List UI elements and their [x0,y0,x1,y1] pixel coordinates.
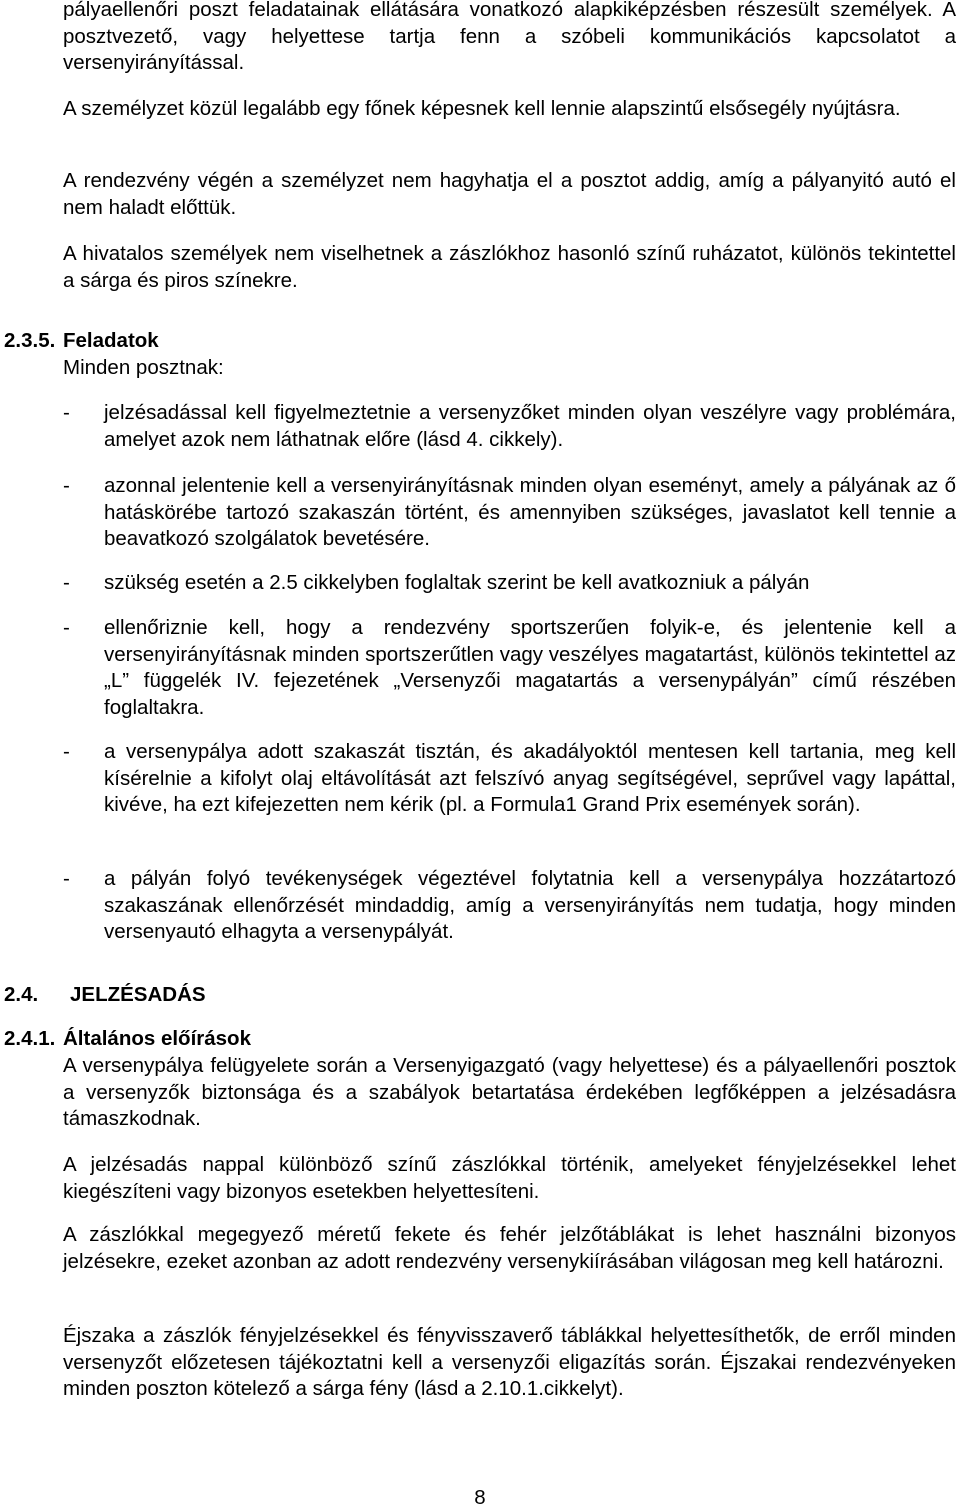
task-text: szükség esetén a 2.5 cikkelyben foglaltak szerint be kell avatkozniuk a pályán [104,571,810,594]
task-text: a versenypálya adott szakaszát tisztán, és akadályoktól mentesen kell tartania, meg kell kísérelnie a kifolyt olaj eltávolítását azt felszívó anyag segítségével, seprűvel vagy lapáttal, kivéve, ha ezt kifejezetten nem kérik (pl. a Formula1 Grand Prix események során). [104,740,956,816]
task-text: ellenőriznie kell, hogy a rendezvény sportszerűen folyik-e, és jelentenie kell a versenyirányításnak minden sportszerűtlen vagy veszélyes magatartást, különös tekintettel az „L” függelék IV. fejezetének „Versenyzői magatartás a versenypályán” című részében foglaltakra. [104,616,956,719]
page-number: 8 [474,1486,486,1509]
task-item [63,400,956,453]
section-235-title: Feladatok [63,329,159,352]
list-dash: - [63,867,70,890]
section-241-title: Általános előírások [63,1027,251,1050]
paragraph-top: pályaellenőri poszt feladatainak ellátására vonatkozó alapkiképzésben részesült személyek. A posztvezető, vagy helyettese tartja fenn a szóbeli kommunikációs kapcsolatot a versenyirányítással. [63,0,956,74]
section-235-number: 2.3.5. [4,329,56,352]
paragraph-end-of-event: A rendezvény végén a személyzet nem hagyhatja el a posztot addig, amíg a pályanyitó autó el nem haladt előttük. [63,169,956,219]
paragraph-241-supervision: A versenypálya felügyelete során a Versenyigazgató (vagy helyettese) és a pályaellenőri posztok a versenyzők biztonsága és a szabályok betartatása érdekében legfőképpen a jelzésadásra támaszkodnak. [63,1054,956,1130]
task-item [63,473,956,553]
paragraph-clothing: A hivatalos személyek nem viselhetnek a zászlókhoz hasonló színű ruházatot, különös tekintettel a sárga és piros színekre. [63,242,956,292]
paragraph-241-night: Éjszaka a zászlók fényjelzésekkel és fényvisszaverő táblákkal helyettesíthetők, de erről minden versenyzőt előzetesen tájékoztatni kell a versenyzői eligazítás során. Éjszakai rendezvényeken minden poszton kötelező a sárga fény (lásd a 2.10.1.cikkelyt). [63,1324,956,1400]
paragraph-241-flags: A jelzésadás nappal különböző színű zászlókkal történik, amelyeket fényjelzésekkel lehet kiegészíteni vagy bizonyos esetekben helyettesíteni. [63,1153,956,1203]
list-dash: - [63,616,70,639]
section-235-intro: Minden posztnak: [63,356,224,379]
list-dash: - [63,571,70,594]
task-text: a pályán folyó tevékenységek végeztével folytatnia kell a versenypálya hozzátartozó szakaszának ellenőrzését mindaddig, amíg a versenyirányítás nem tudatja, hogy minden versenyautó elhagyta a versenypályát. [104,867,956,943]
task-item [63,615,956,721]
paragraph-first-aid: A személyzet közül legalább egy főnek képesnek kell lennie alapszintű elsősegély nyújtásra. [63,97,901,120]
paragraph-241-boards: A zászlókkal megegyező méretű fekete és fehér jelzőtáblákat is lehet használni bizonyos jelzésekre, ezeket azonban az adott rendezvény versenykiírásában világosan meg kell határozni. [63,1223,956,1273]
task-item [63,570,956,597]
task-text: azonnal jelentenie kell a versenyirányításnak minden olyan eseményt, amely a pályának az ő hatáskörébe tartozó szakaszán történt, és amennyiben szükséges, javaslatot kell tennie a beavatkozó szolgálatok bevetésére. [104,474,956,550]
task-item [63,866,956,946]
list-dash: - [63,740,70,763]
section-24-number: 2.4. [4,983,39,1006]
task-item [63,739,956,819]
section-24-title: JELZÉSADÁS [70,983,206,1006]
list-dash: - [63,401,70,424]
section-241-number: 2.4.1. [4,1027,56,1050]
list-dash: - [63,474,70,497]
task-text: jelzésadással kell figyelmeztetnie a versenyzőket minden olyan veszélyre vagy problémára, amelyet azok nem láthatnak előre (lásd 4. cikkely). [104,401,956,451]
